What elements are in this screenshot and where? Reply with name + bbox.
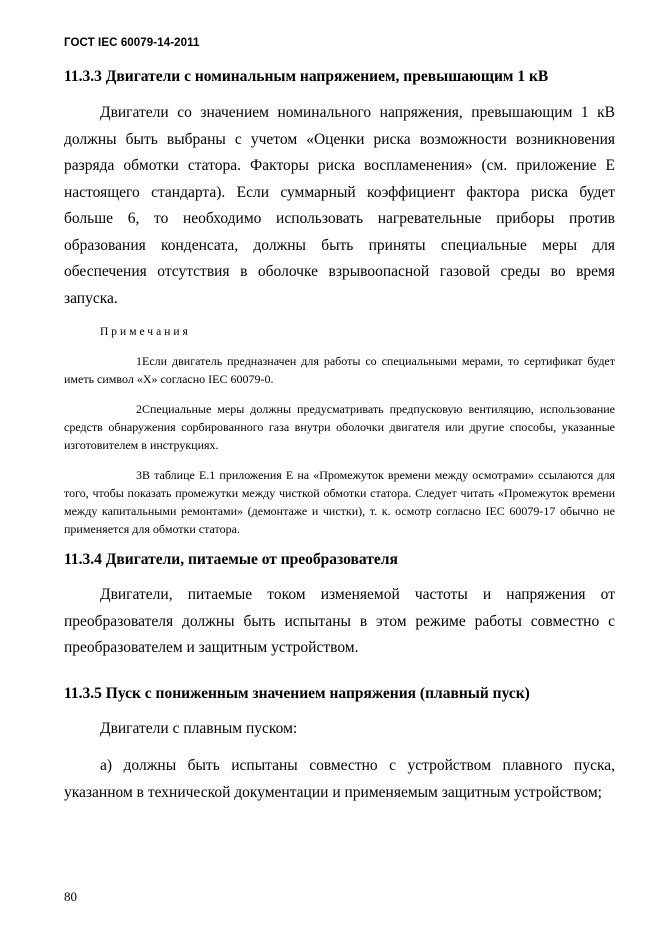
note-text: В таблице Е.1 приложения Е на «Промежуток времени между осмотрами» ссылаются для того, чтобы показать промежутки между чисткой обмотки статора. Следует читать «Промежуток времени между капитальными ремонтами» (демонтаже и чистки), т. к. осмотр согласно IEC 60079-17 обычно не применяется для обмотки статора.	[64, 468, 615, 536]
section-11-3-5-intro: Двигатели с плавным пуском:	[100, 719, 298, 737]
section-11-3-5-item-a: а) должны быть испытаны совместно с устройством плавного пуска, указанном в технической документации и применяемым защитным устройством;	[64, 757, 615, 801]
note-number: 2	[136, 402, 142, 416]
page-content	[64, 60, 615, 806]
section-11-3-4-heading: 11.3.4 Двигатели, питаемые от преобразователя	[64, 551, 398, 568]
note-text: Если двигатель предназначен для работы со специальными мерами, то сертификат будет иметь символ «Х» согласно IEC 60079-0.	[64, 354, 615, 386]
section-11-3-5-heading: 11.3.5 Пуск с пониженным значением напряжения (плавный пуск)	[64, 684, 530, 702]
section-11-3-3-heading: 11.3.3 Двигатели с номинальным напряжением, превышающим 1 кВ	[64, 68, 549, 85]
section-11-3-4-paragraph: Двигатели, питаемые током изменяемой частоты и напряжения от преобразователя должны быть испытаны в этом режиме работы совместно с преобразователем и защитным устройством.	[64, 586, 615, 656]
note-text: Специальные меры должны предусматривать предпусковую вентиляцию, использование средств обнаружения сорбированного газа внутри оболочки двигателя или другие способы, указанные изготовителем в инструкциях.	[64, 402, 615, 452]
note-item	[64, 466, 615, 538]
note-item	[64, 352, 615, 388]
standard-code-header: ГОСТ IEC 60079-14-2011	[64, 37, 200, 49]
notes-title: Примечания	[100, 326, 191, 338]
section-11-3-3-paragraph: Двигатели со значением номинального напряжения, превышающим 1 кВ должны быть выбраны с учетом «Оценки риска возможности возникновения разряда обмотки статора. Факторы риска воспламенения» (см. приложение Е настоящего стандарта). Если суммарный коэффициент фактора риска будет больше 6, то необходимо использовать нагревательные приборы против образования конденсата, должны быть приняты специальные меры для обеспечения отсутствия в оболочке взрывоопасной газовой среды во время запуска.	[64, 104, 615, 307]
page-number: 80	[64, 889, 77, 904]
note-number: 1	[136, 354, 142, 368]
note-number: 3	[136, 468, 142, 482]
note-item	[64, 400, 615, 454]
